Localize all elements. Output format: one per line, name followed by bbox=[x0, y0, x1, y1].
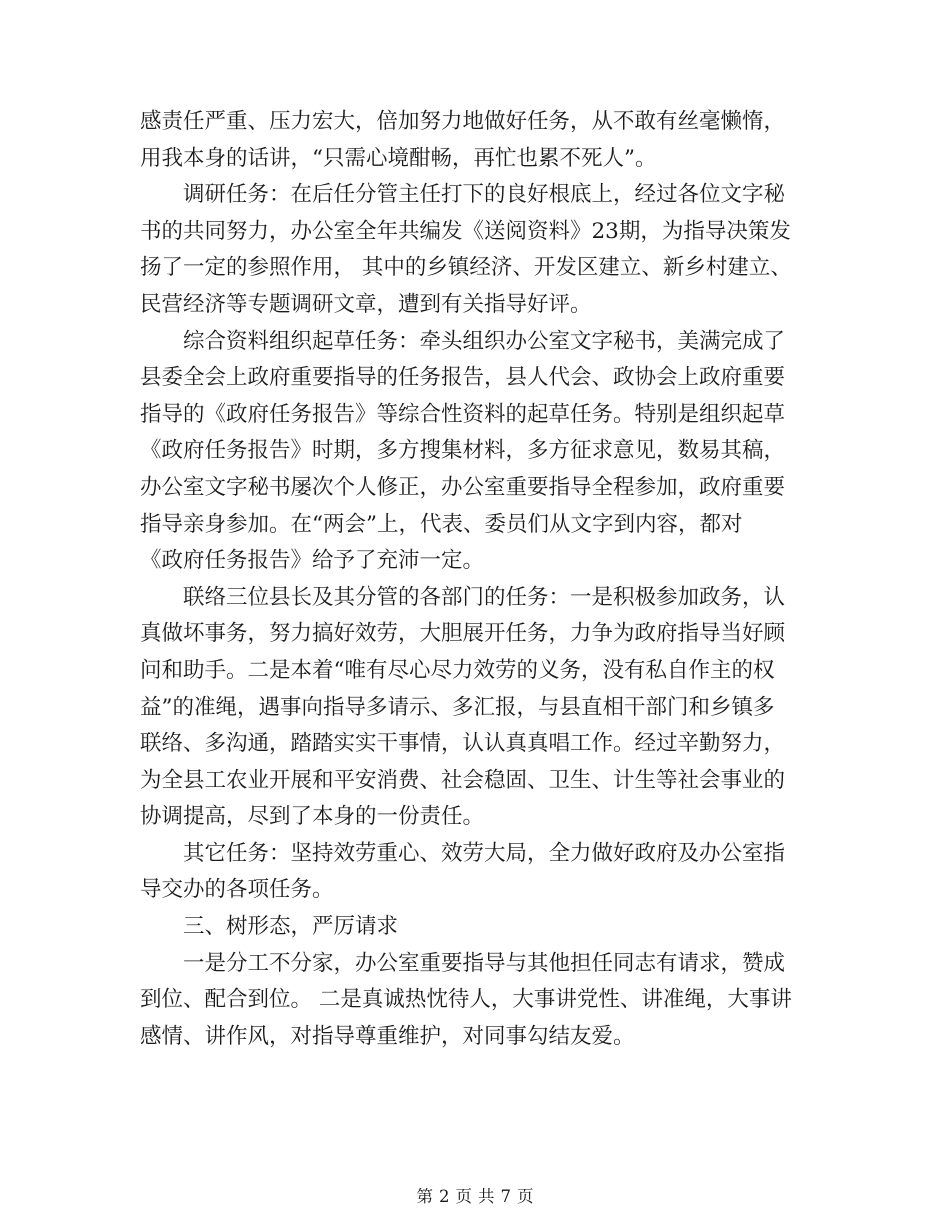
text-line: 真做坏事务，努力搞好效劳，大胆展开任务，力争为政府指导当好顾 bbox=[140, 621, 786, 647]
text-line: 到位、配合到位。 二是真诚热忱待人，大事讲党性、讲准绳，大事讲 bbox=[140, 987, 792, 1013]
text-line: 《政府任务报告》时期，多方搜集材料，多方征求意见，数易其稿， bbox=[140, 438, 786, 464]
total-page-count: 7 bbox=[500, 1187, 511, 1206]
footer-prefix: 第 bbox=[416, 1187, 433, 1206]
text-line: 县委全会上政府重要指导的任务报告，县人代会、政协会上政府重要 bbox=[140, 365, 786, 391]
text-line: 调研任务：在后任分管主任打下的良好根底上，经过各位文字秘 bbox=[140, 182, 786, 208]
text-line: 为全县工农业开展和平安消费、社会稳固、卫生、计生等社会事业的 bbox=[140, 767, 786, 793]
text-line: 综合资料组织起草任务：牵头组织办公室文字秘书，美满完成了 bbox=[140, 328, 786, 354]
text-line: 书的共同努力，办公室全年共编发《送阅资料》23期，为指导决策发 bbox=[140, 218, 791, 244]
text-line: 益”的准绳，遇事向指导多请示、多汇报，与县直相干部门和乡镇多 bbox=[140, 694, 775, 720]
text-line: 感责任严重、压力宏大，倍加努力地做好任务，从不敢有丝毫懒惰， bbox=[140, 109, 786, 134]
text-line: 联络、多沟通，踏踏实实干事情，认认真真唱工作。经过辛勤努力， bbox=[140, 731, 786, 757]
text-line: 办公室文字秘书屡次个人修正，办公室重要指导全程参加，政府重要 bbox=[140, 474, 786, 500]
text-line: 民营经济等专题调研文章，遭到有关指导好评。 bbox=[140, 291, 592, 317]
footer-total-unit: 页 bbox=[517, 1187, 534, 1206]
text-line: 感情、讲作风，对指导尊重维护，对同事勾结友爱。 bbox=[140, 1023, 635, 1049]
text-line: 联络三位县长及其分管的各部门的任务：一是积极参加政务，认 bbox=[140, 584, 786, 610]
text-line: 指导亲身参加。在“两会”上，代表、委员们从文字到内容，都对 bbox=[140, 511, 743, 537]
footer-page-unit: 页 bbox=[455, 1187, 472, 1206]
text-line: 用我本身的话讲，“只需心境酣畅，再忙也累不死人”。 bbox=[140, 145, 657, 171]
text-line: 指导的《政府任务报告》等综合性资料的起草任务。特别是组织起草 bbox=[140, 401, 786, 427]
current-page-number: 2 bbox=[439, 1187, 450, 1206]
text-line: 协调提高，尽到了本身的一份责任。 bbox=[140, 804, 485, 830]
text-line: 扬了一定的参照作用， 其中的乡镇经济、开发区建立、新乡村建立、 bbox=[140, 255, 792, 281]
text-line: 一是分工不分家，办公室重要指导与其他担任同志有请求，赞成 bbox=[140, 950, 786, 976]
footer-total-prefix: 共 bbox=[478, 1187, 495, 1206]
text-line: 三、树形态，严厉请求 bbox=[140, 914, 399, 940]
text-line: 《政府任务报告》给予了充沛一定。 bbox=[140, 548, 485, 574]
page-footer bbox=[0, 1183, 950, 1207]
body-text bbox=[140, 104, 812, 1055]
text-line: 其它任务：坚持效劳重心、效劳大局，全力做好政府及办公室指 bbox=[140, 840, 786, 866]
text-line: 问和助手。二是本着“唯有尽心尽力效劳的义务，没有私自作主的权 bbox=[140, 657, 775, 683]
text-line: 导交办的各项任务。 bbox=[140, 877, 334, 903]
